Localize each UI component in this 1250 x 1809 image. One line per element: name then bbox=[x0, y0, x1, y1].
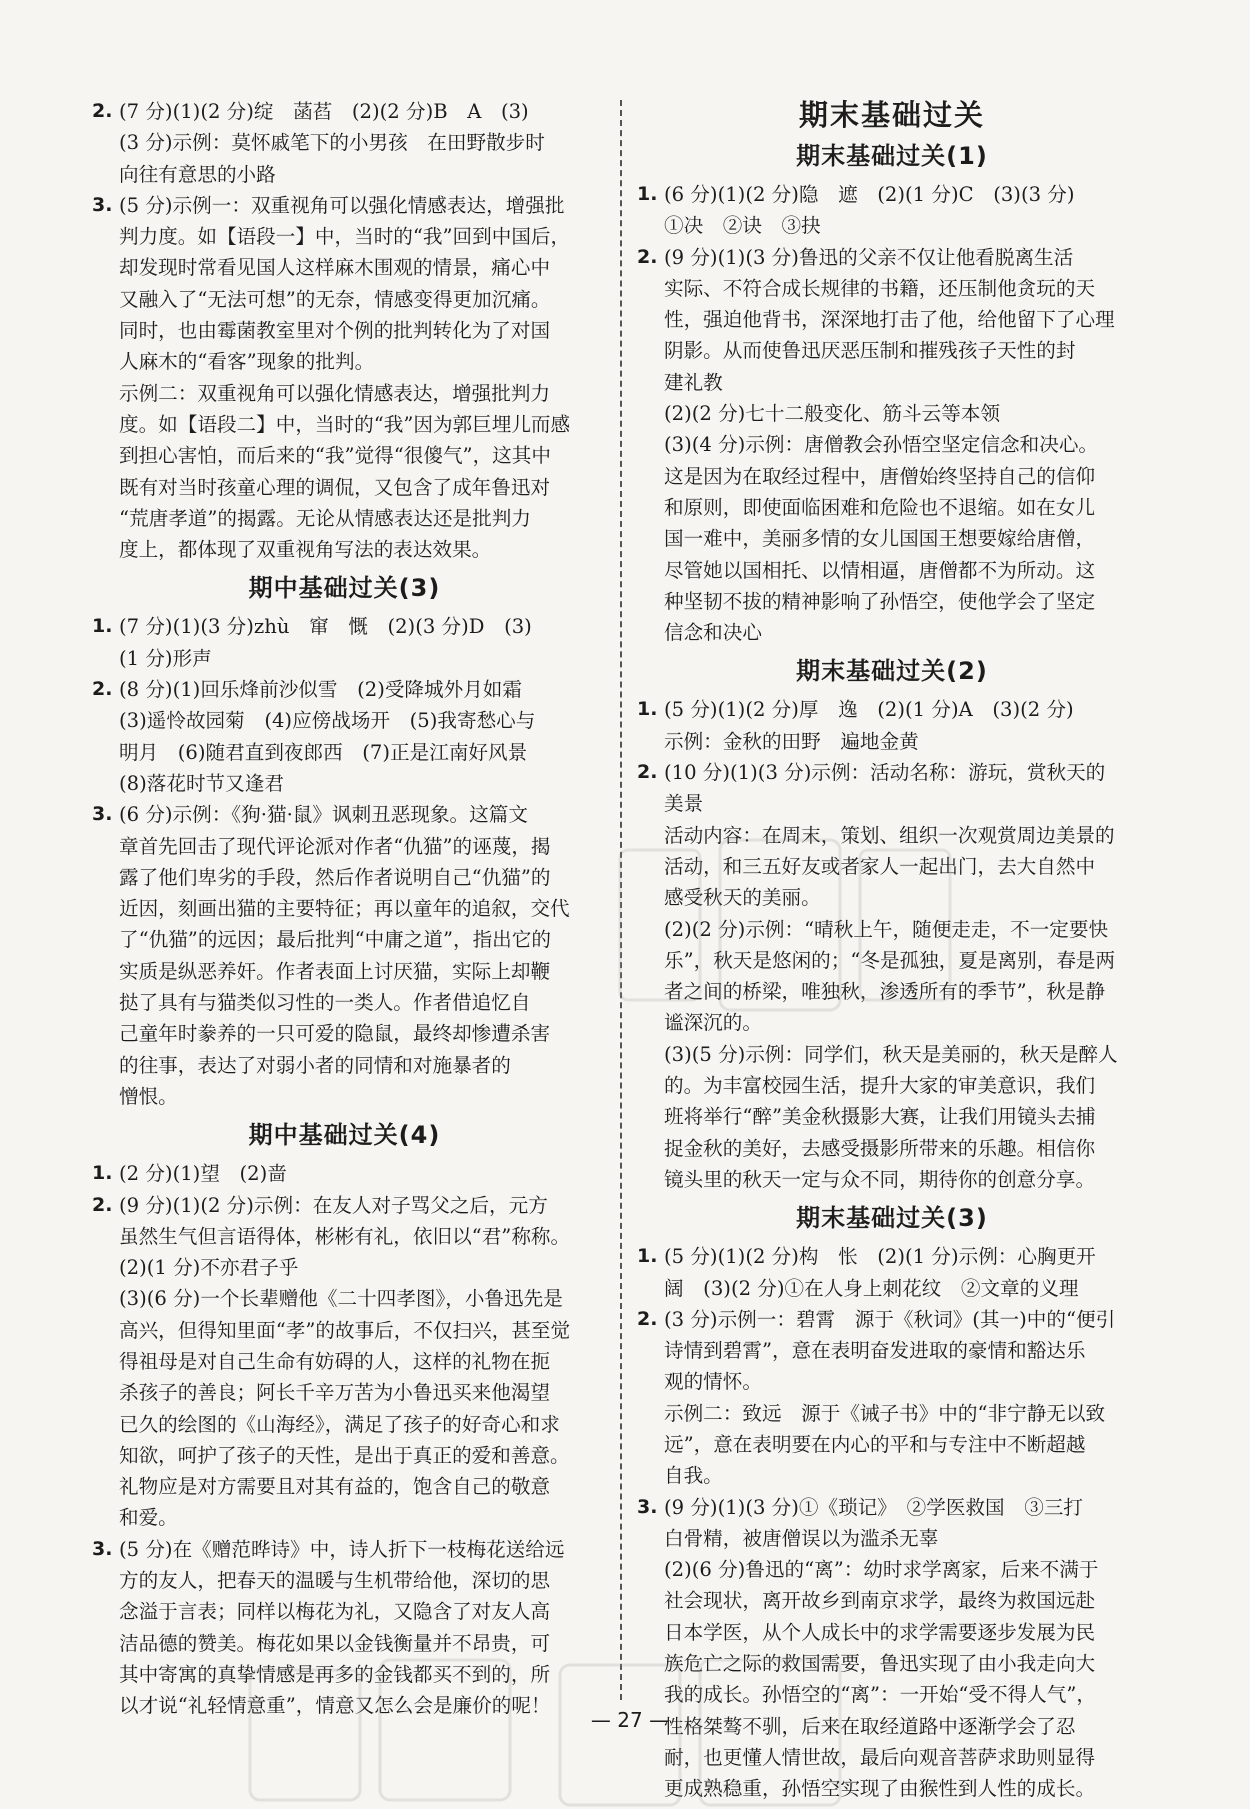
answer-line: (3)(4 分)示例：唐僧教会孙悟空坚定信念和决心。 bbox=[664, 433, 1099, 457]
right-column bbox=[637, 96, 1147, 1805]
answer-item bbox=[637, 757, 1147, 1195]
answer-line: 杀孩子的善良；阿长千辛万苦为小鲁迅买来他渴望 bbox=[119, 1381, 551, 1405]
answer-item bbox=[92, 799, 597, 1112]
answer-line: 露了他们卑劣的手段，然后作者说明自己“仇猫”的 bbox=[119, 865, 551, 889]
answer-line: 族危亡之际的救国需要，鲁迅实现了由小我走向大 bbox=[664, 1652, 1096, 1676]
answer-line: 既有对当时孩童心理的调侃，又包含了成年鲁迅对 bbox=[119, 475, 551, 499]
answer-item bbox=[92, 1158, 597, 1189]
left-top-block bbox=[92, 96, 597, 565]
answer-number: 2. bbox=[637, 761, 658, 784]
answer-line: (6 分)示例：《狗·猫·鼠》讽刺丑恶现象。这篇文 bbox=[119, 803, 528, 827]
answer-line: 礼物应是对方需要且对其有益的，饱含自己的敬意 bbox=[119, 1475, 551, 1499]
answer-number: 3. bbox=[92, 803, 113, 826]
answer-line: 性格桀骜不驯，后来在取经道路中逐渐学会了忍 bbox=[664, 1714, 1076, 1738]
answer-number: 3. bbox=[637, 1495, 658, 1518]
answer-line: 挞了具有与猫类似习性的一类人。作者借追忆自 bbox=[119, 991, 531, 1015]
answer-line: 性，强迫他背书，深深地打击了他，给他留下了心理 bbox=[664, 308, 1115, 332]
section-title-final-2: 期末基础过关(2) bbox=[796, 657, 988, 686]
answer-number: 1. bbox=[92, 1162, 113, 1185]
answer-item bbox=[92, 190, 597, 566]
answer-line: 知欲，呵护了孩子的天性，是出于真正的爱和善意。 bbox=[119, 1443, 570, 1467]
answer-item bbox=[637, 179, 1147, 242]
answer-line: (2)(2 分)七十二般变化、筋斗云等本领 bbox=[664, 402, 1001, 426]
answer-item bbox=[92, 1190, 597, 1534]
answer-line: 者之间的桥梁，唯独秋，渗透所有的季节”，秋是静 bbox=[664, 980, 1106, 1004]
answer-line: 和原则，即使面临困难和危险也不退缩。如在女儿 bbox=[664, 495, 1096, 519]
answer-line: 到担心害怕，而后来的“我”觉得“很傻气”，这其中 bbox=[119, 444, 551, 468]
answer-line: 其中寄寓的真挚情感是再多的金钱都买不到的，所 bbox=[119, 1662, 551, 1686]
answer-line: 阔 (3)(2 分)①在人身上刺花纹 ②文章的义理 bbox=[664, 1276, 1079, 1300]
answer-number: 2. bbox=[92, 678, 113, 701]
answer-line: 建礼教 bbox=[664, 370, 723, 394]
answer-line: 远”，意在表明要在内心的平和与专注中不断超越 bbox=[664, 1432, 1086, 1456]
answer-line: (3)(6 分)一个长辈赠他《二十四孝图》，小鲁迅先是 bbox=[119, 1287, 563, 1311]
answer-line: 判力度。如【语段一】中，当时的“我”回到中国后， bbox=[119, 225, 571, 249]
left-column bbox=[92, 96, 597, 1722]
answer-line: 实质是纵恶养奸。作者表面上讨厌猫，实际上却鞭 bbox=[119, 959, 551, 983]
answer-item bbox=[637, 1304, 1147, 1492]
answer-line: (9 分)(1)(2 分)示例：在友人对子骂父之后，元方 bbox=[119, 1193, 548, 1217]
answer-line: 美景 bbox=[664, 792, 704, 816]
answer-line: 以才说“礼轻情意重”，情意又怎么会是廉价的呢！ bbox=[119, 1694, 551, 1718]
answer-item bbox=[637, 1241, 1147, 1304]
answer-line: 向往有意思的小路 bbox=[119, 162, 276, 186]
answer-line: (9 分)(1)(3 分)①《琐记》 ②学医救国 ③三打 bbox=[664, 1495, 1084, 1519]
answer-number: 1. bbox=[637, 1245, 658, 1268]
answer-line: (8)落花时节又逢君 bbox=[119, 771, 284, 795]
answer-line: 憎恨。 bbox=[119, 1084, 178, 1108]
answer-line: 我的成长。孙悟空的“离”：一开始“受不得人气”， bbox=[664, 1683, 1096, 1707]
answer-line: 示例：金秋的田野 遍地金黄 bbox=[664, 729, 919, 753]
answer-line: 人麻木的“看客”现象的批判。 bbox=[119, 350, 375, 374]
answer-line: (3 分)示例一：碧霄 源于《秋词》(其一)中的“便引 bbox=[664, 1307, 1116, 1331]
answer-line: (3 分)示例：莫怀戚笔下的小男孩 在田野散步时 bbox=[119, 131, 545, 155]
section-title-midterm-4: 期中基础过关(4) bbox=[248, 1121, 441, 1150]
answer-line: 念溢于言表；同样以梅花为礼，又隐含了对友人高 bbox=[119, 1600, 551, 1624]
answer-line: 高兴，但得知里面“孝”的故事后，不仅扫兴，甚至觉 bbox=[119, 1318, 571, 1342]
answer-line: (6 分)(1)(2 分)隐 遮 (2)(1 分)C (3)(3 分) bbox=[664, 183, 1075, 206]
answer-line: 活动，和三五好友或者家人一起出门，去大自然中 bbox=[664, 854, 1096, 878]
answer-line: 实际、不符合成长规律的书籍，还压制他贪玩的天 bbox=[664, 276, 1096, 300]
answer-line: 和爱。 bbox=[119, 1506, 178, 1530]
column-divider bbox=[620, 100, 622, 1700]
answer-line: (5 分)示例一：双重视角可以强化情感表达，增强批 bbox=[119, 193, 565, 217]
answer-item bbox=[92, 674, 597, 799]
answer-line: 种坚韧不拔的精神影响了孙悟空，使他学会了坚定 bbox=[664, 589, 1096, 613]
section-final-1 bbox=[637, 179, 1147, 648]
answer-line: 乐”，秋天是悠闲的；“冬是孤独，夏是离别，春是两 bbox=[664, 948, 1116, 972]
answer-line: 阴影。从而使鲁迅厌恶压制和摧残孩子天性的封 bbox=[664, 339, 1076, 363]
answer-line: (9 分)(1)(3 分)鲁迅的父亲不仅让他看脱离生活 bbox=[664, 245, 1074, 269]
answer-line: 方的友人，把春天的温暖与生机带给他，深切的思 bbox=[119, 1569, 551, 1593]
final-exam-main-title: 期末基础过关 bbox=[798, 98, 985, 132]
answer-line: 明月 (6)随君直到夜郎西 (7)正是江南好风景 bbox=[119, 740, 528, 764]
answer-line: (3)(5 分)示例：同学们，秋天是美丽的，秋天是醉人 bbox=[664, 1042, 1118, 1066]
answer-line: 了“仇猫”的远因；最后批判“中庸之道”，指出它的 bbox=[119, 928, 551, 952]
answer-number: 2. bbox=[637, 1307, 658, 1330]
answer-line: 诗情到碧霄”，意在表明奋发进取的豪情和豁达乐 bbox=[664, 1339, 1086, 1363]
answer-line: 却发现时常看见国人这样麻木围观的情景，痛心中 bbox=[119, 256, 551, 280]
answer-line: 国一难中，美丽多情的女儿国国王想要嫁给唐僧， bbox=[664, 527, 1096, 551]
answer-line: (7 分)(1)(3 分)zhù 窜 慨 (2)(3 分)D (3) bbox=[119, 615, 532, 639]
answer-line: 感受秋天的美丽。 bbox=[664, 886, 821, 910]
answer-item bbox=[637, 1492, 1147, 1805]
answer-line: ①决 ②诀 ③抉 bbox=[664, 214, 821, 238]
section-title-final-3: 期末基础过关(3) bbox=[796, 1204, 988, 1233]
section-final-3 bbox=[637, 1241, 1147, 1804]
page-number: — 27 — bbox=[590, 1708, 670, 1732]
answer-item bbox=[92, 1534, 597, 1722]
answer-line: 己童年时豢养的一只可爱的隐鼠，最终却惨遭杀害 bbox=[119, 1022, 551, 1046]
answer-line: (5 分)(1)(2 分)厚 逸 (2)(1 分)A (3)(2 分) bbox=[664, 698, 1074, 722]
answer-line: 度。如【语段二】中，当时的“我”因为郭巨埋儿而感 bbox=[119, 412, 571, 436]
answer-item bbox=[637, 242, 1147, 649]
answer-line: 得祖母是对自己生命有妨碍的人，这样的礼物在扼 bbox=[119, 1349, 551, 1373]
answer-line: (10 分)(1)(3 分)示例：活动名称：游玩，赏秋天的 bbox=[664, 761, 1106, 785]
answer-line: (2 分)(1)望 (2)啬 bbox=[119, 1162, 287, 1186]
answer-line: 社会现状，离开故乡到南京求学，最终为救国远赴 bbox=[664, 1589, 1096, 1613]
section-final-2 bbox=[637, 694, 1147, 1195]
answer-line: 尽管她以国相托、以情相逼，唐僧都不为所动。这 bbox=[664, 558, 1096, 582]
answer-line: 捉金秋的美好，去感受摄影所带来的乐趣。相信你 bbox=[664, 1136, 1096, 1160]
answer-line: 日本学医，从个人成长中的求学需要逐步发展为民 bbox=[664, 1620, 1096, 1644]
answer-line: 镜头里的秋天一定与众不同，期待你的创意分享。 bbox=[664, 1167, 1096, 1191]
answer-line: 信念和决心 bbox=[664, 621, 762, 645]
section-midterm-3 bbox=[92, 611, 597, 1112]
answer-line: 这是因为在取经过程中，唐僧始终坚持自己的信仰 bbox=[664, 464, 1096, 488]
answer-line: 更成熟稳重，孙悟空实现了由猴性到人性的成长。 bbox=[664, 1777, 1096, 1801]
answer-line: 的往事，表达了对弱小者的同情和对施暴者的 bbox=[119, 1053, 511, 1077]
answer-line: (7 分)(1)(2 分)绽 菡萏 (2)(2 分)B A (3) bbox=[119, 100, 529, 123]
answer-line: 洁品德的赞美。梅花如果以金钱衡量并不昂贵，可 bbox=[119, 1631, 551, 1655]
answer-number: 1. bbox=[637, 183, 658, 205]
answer-line: (1 分)形声 bbox=[119, 646, 212, 670]
answer-item bbox=[92, 96, 597, 190]
answer-item bbox=[637, 694, 1147, 757]
answer-number: 2. bbox=[92, 100, 113, 122]
answer-line: 又融入了“无法可想”的无奈，情感变得更加沉痛。 bbox=[119, 287, 551, 311]
section-midterm-4 bbox=[92, 1158, 597, 1721]
answer-line: (3)遥怜故园菊 (4)应傍战场开 (5)我寄愁心与 bbox=[119, 709, 536, 733]
answer-line: 活动内容：在周末，策划、组织一次观赏周边美景的 bbox=[664, 823, 1115, 847]
answer-item bbox=[92, 611, 597, 674]
answer-number: 1. bbox=[637, 698, 658, 721]
answer-line: 谧深沉的。 bbox=[664, 1011, 762, 1035]
answer-line: 已久的绘图的《山海经》，满足了孩子的好奇心和求 bbox=[119, 1412, 560, 1436]
answer-line: 耐，也更懂人情世故，最后向观音菩萨求助则显得 bbox=[664, 1745, 1096, 1769]
answer-line: “荒唐孝道”的揭露。无论从情感表达还是批判力 bbox=[119, 506, 531, 530]
answer-line: 虽然生气但言语得体，彬彬有礼，依旧以“君”称称。 bbox=[119, 1224, 571, 1248]
answer-line: 示例二：双重视角可以强化情感表达，增强批判力 bbox=[119, 381, 551, 405]
answer-number: 1. bbox=[92, 615, 113, 638]
answer-line: 度上，都体现了双重视角写法的表达效果。 bbox=[119, 538, 492, 562]
answer-line: 章首先回击了现代评论派对作者“仇猫”的诬蔑，揭 bbox=[119, 834, 551, 858]
answer-number: 2. bbox=[637, 245, 658, 268]
answer-line: (2)(2 分)示例：“晴秋上午，随便走走，不一定要快 bbox=[664, 917, 1109, 941]
answer-line: 同时，也由霉菌教室里对个例的批判转化为了对国 bbox=[119, 319, 551, 343]
answer-line: 自我。 bbox=[664, 1464, 723, 1488]
answer-line: (2)(6 分)鲁迅的“离”：幼时求学离家，后来不满于 bbox=[664, 1558, 1099, 1582]
answer-line: 白骨精，被唐僧误以为滥杀无辜 bbox=[664, 1526, 939, 1550]
answer-number: 3. bbox=[92, 193, 113, 216]
answer-line: (2)(1 分)不亦君子乎 bbox=[119, 1256, 299, 1280]
answer-line: 班将举行“醉”美金秋摄影大赛，让我们用镜头去捕 bbox=[664, 1105, 1096, 1129]
section-title-final-1: 期末基础过关(1) bbox=[796, 142, 988, 170]
answer-number: 2. bbox=[92, 1193, 113, 1216]
answer-line: 观的情怀。 bbox=[664, 1370, 762, 1394]
answer-line: (5 分)(1)(2 分)构 怅 (2)(1 分)示例：心胸更开 bbox=[664, 1245, 1096, 1269]
answer-line: 的。为丰富校园生活，提升大家的审美意识，我们 bbox=[664, 1074, 1096, 1098]
answer-line: (8 分)(1)回乐烽前沙似雪 (2)受降城外月如霜 bbox=[119, 678, 522, 702]
answer-line: 近因，刻画出猫的主要特征；再以童年的追叙，交代 bbox=[119, 897, 570, 921]
section-title-midterm-3: 期中基础过关(3) bbox=[248, 574, 441, 603]
answer-line: 示例二：致远 源于《诫子书》中的“非宁静无以致 bbox=[664, 1401, 1106, 1425]
answer-number: 3. bbox=[92, 1537, 113, 1560]
answer-line: (5 分)在《赠范晔诗》中，诗人折下一枝梅花送给远 bbox=[119, 1537, 565, 1561]
